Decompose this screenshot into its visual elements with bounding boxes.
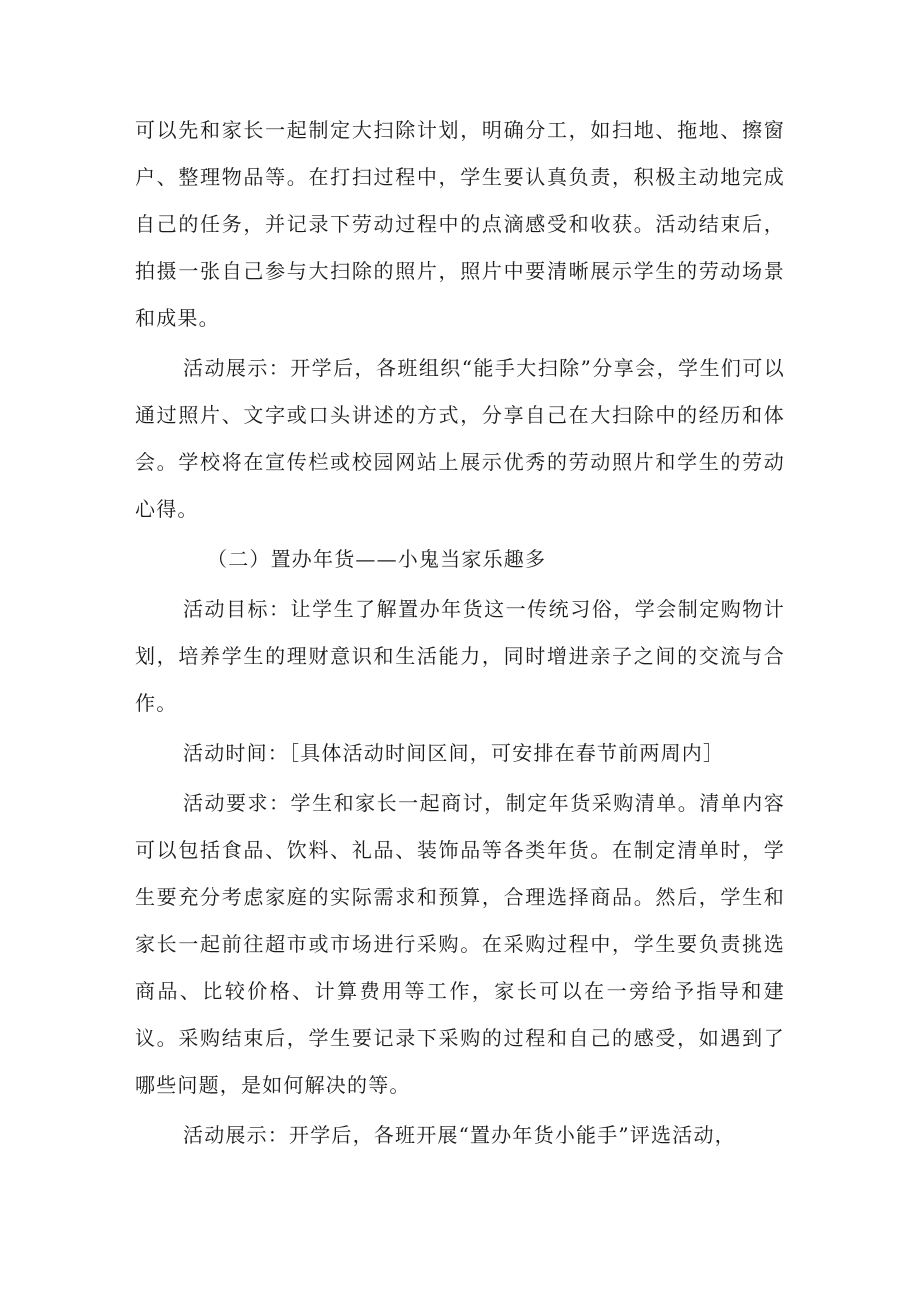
paragraph-activity-goal: 活动目标：让学生了解置办年货这一传统习俗，学会制定购物计划，培养学生的理财意识和生活能力，同时增进亲子之间的交流与合作。 xyxy=(135,597,785,715)
paragraph-activity-showcase: 活动展示：开学后，各班开展“置办年货小能手”评选活动， xyxy=(183,1123,736,1147)
section-heading-new-year-goods: （二）置办年货——小鬼当家乐趣多 xyxy=(207,547,547,571)
paragraph-activity-time: 活动时间：［具体活动时间区间，可安排在春节前两周内］ xyxy=(183,741,725,765)
paragraph-cleaning-showcase: 活动展示：开学后，各班组织“能手大扫除”分享会，学生们可以通过照片、文字或口头讲述的方式，分享自己在大扫除中的经历和体会。学校将在宣传栏或校园网站上展示优秀的劳动照片和学生的劳动心得。 xyxy=(135,356,785,521)
document-body xyxy=(135,107,785,1159)
paragraph-cleaning-plan: 可以先和家长一起制定大扫除计划，明确分工，如扫地、拖地、擦窗户、整理物品等。在打扫过程中，学生要认真负责，积极主动地完成自己的任务，并记录下劳动过程中的点滴感受和收获。活动结束后，拍摄一张自己参与大扫除的照片，照片中要清晰展示学生的劳动场景和成果。 xyxy=(135,118,785,330)
paragraph-activity-requirements: 活动要求：学生和家长一起商讨，制定年货采购清单。清单内容可以包括食品、饮料、礼品、装饰品等各类年货。在制定清单时，学生要充分考虑家庭的实际需求和预算，合理选择商品。然后，学生和家长一起前往超市或市场进行采购。在采购过程中，学生要负责挑选商品、比较价格、计算费用等工作，家长可以在一旁给予指导和建议。采购结束后，学生要记录下采购的过程和自己的感受，如遇到了哪些问题，是如何解决的等。 xyxy=(135,791,785,1097)
